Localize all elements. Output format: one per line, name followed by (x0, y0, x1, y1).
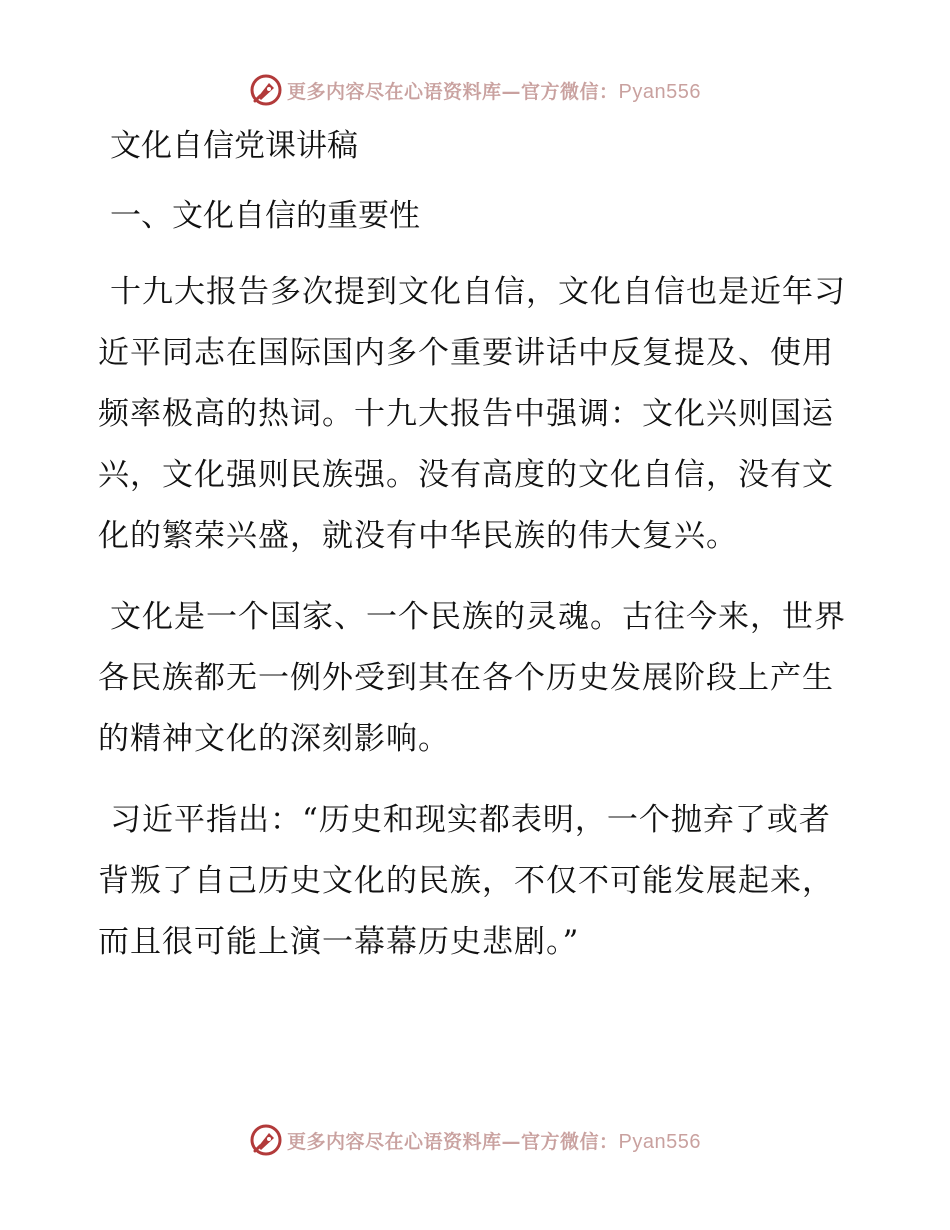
pen-nib-logo-icon (249, 73, 283, 107)
paragraph-1: 十九大报告多次提到文化自信，文化自信也是近年习近平同志在国际国内多个重要讲话中反复提及、使用频率极高的热词。十九大报告中强调：文化兴则国运兴，文化强则民族强。没有高度的文化自信，没有文化的繁荣兴盛，就没有中华民族的伟大复兴。 (98, 274, 846, 554)
paragraph-2: 文化是一个国家、一个民族的灵魂。古往今来，世界各民族都无一例外受到其在各个历史发展阶段上产生的精神文化的深刻影响。 (98, 599, 846, 757)
section-heading: 一、文化自信的重要性 (110, 198, 420, 234)
header-watermark-text: 更多内容尽在心语资料库—官方微信：Pyan556 (287, 80, 701, 103)
pen-nib-logo-icon (249, 1123, 283, 1157)
header-watermark-wechat-id: Pyan556 (618, 80, 701, 103)
header-watermark-banner (0, 70, 950, 110)
document-title: 文化自信党课讲稿 (110, 128, 358, 164)
footer-watermark-wechat-id: Pyan556 (618, 1130, 701, 1153)
paragraph-3: 习近平指出：“历史和现实都表明，一个抛弃了或者背叛了自己历史文化的民族，不仅不可能发展起来，而且很可能上演一幕幕历史悲剧。” (98, 802, 834, 960)
document-body (98, 120, 850, 973)
footer-watermark-banner (0, 1120, 950, 1160)
footer-watermark-text: 更多内容尽在心语资料库—官方微信：Pyan556 (287, 1130, 701, 1153)
